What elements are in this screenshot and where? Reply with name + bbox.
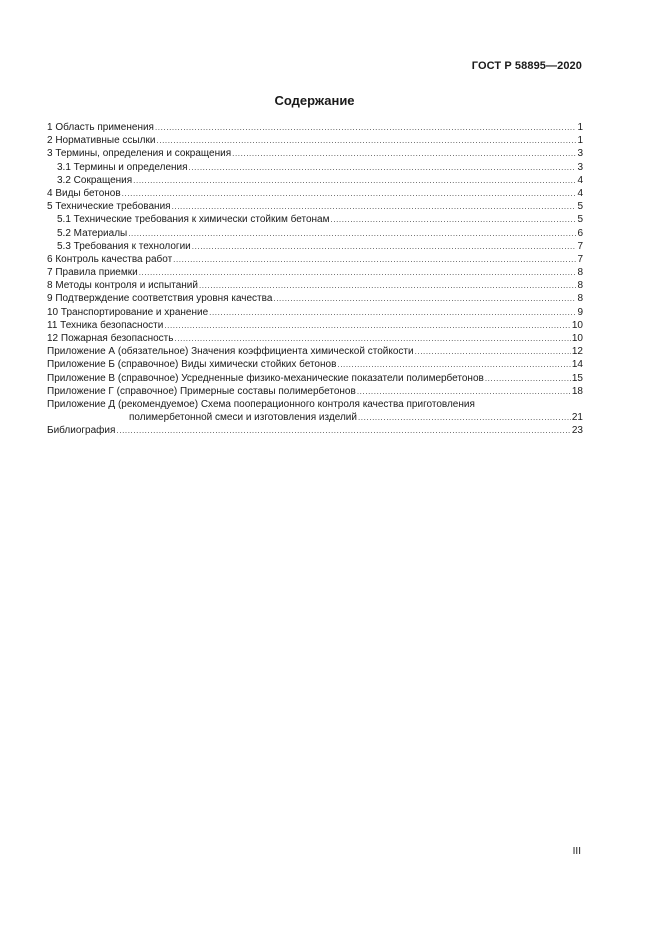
- toc-entry[interactable]: [47, 134, 583, 147]
- toc-dot-leader: [358, 411, 571, 424]
- toc-entry[interactable]: [47, 306, 583, 319]
- toc-dot-leader: [330, 213, 576, 226]
- toc-entry-page: 3: [577, 161, 583, 173]
- toc-entry-label: Приложение Б (справочное) Виды химически стойких бетонов: [47, 359, 337, 371]
- toc-dot-leader: [357, 385, 571, 398]
- toc-entry-page: 23: [571, 425, 583, 437]
- toc-entry[interactable]: [47, 200, 583, 213]
- toc-entry[interactable]: [47, 345, 583, 358]
- toc-entry-page: 6: [577, 227, 583, 239]
- toc-entry-label: полимербетонной смеси и изготовления изделий: [129, 412, 357, 424]
- toc-entry-label: 7 Правила приемки: [47, 267, 138, 279]
- page-number: III: [572, 846, 581, 857]
- toc-entry[interactable]: [47, 424, 583, 437]
- toc-entry[interactable]: [47, 174, 583, 187]
- toc-dot-leader: [164, 319, 571, 332]
- toc-entry[interactable]: [47, 147, 583, 160]
- toc-entry-label: 10 Транспортирование и хранение: [47, 306, 209, 318]
- toc-entry-label: 5 Технические требования: [47, 201, 171, 213]
- toc-entry-label: 1 Область применения: [47, 122, 154, 133]
- toc-entry-page: 1: [577, 122, 583, 133]
- toc-entry-label: Приложение Д (рекомендуемое) Схема пооперационного контроля качества приготовления: [47, 398, 475, 410]
- toc-entry[interactable]: [47, 279, 583, 292]
- toc-entry-page: 1: [577, 135, 583, 147]
- toc-dot-leader: [133, 174, 576, 187]
- toc-entry-label: 3.2 Сокращения: [57, 174, 133, 186]
- toc-entry-label: 8 Методы контроля и испытаний: [47, 280, 198, 292]
- toc-dot-leader: [155, 121, 576, 134]
- toc-entry[interactable]: [47, 227, 583, 240]
- toc-dot-leader: [173, 253, 576, 266]
- toc-entry-page: 18: [571, 385, 583, 397]
- toc-entry-label: 11 Техника безопасности: [47, 319, 164, 331]
- toc-entry-label: Приложение А (обязательное) Значения коэффициента химической стойкости: [47, 346, 414, 358]
- toc-entry-page: 5: [577, 214, 583, 226]
- toc-entry-page: 4: [577, 187, 583, 199]
- toc-entry[interactable]: [47, 161, 583, 174]
- toc-entry-label: 5.1 Технические требования к химически стойким бетонам: [57, 214, 330, 226]
- toc-dot-leader: [273, 292, 576, 305]
- toc-entry[interactable]: [47, 121, 583, 134]
- toc-entry-label: 9 Подтверждение соответствия уровня качества: [47, 293, 273, 305]
- toc-entry[interactable]: [47, 411, 583, 424]
- toc-entry[interactable]: [47, 266, 583, 279]
- toc-entry-page: 5: [577, 201, 583, 213]
- toc-entry[interactable]: [47, 213, 583, 226]
- toc-entry-label: 5.3 Требования к технологии: [57, 240, 191, 252]
- toc-dot-leader: [232, 147, 576, 160]
- toc-entry-page: 8: [577, 267, 583, 279]
- toc-dot-leader: [337, 358, 570, 371]
- toc-entry-page: 7: [577, 240, 583, 252]
- toc-dot-leader: [172, 200, 577, 213]
- toc-entry-page: 3: [577, 148, 583, 160]
- document-code: ГОСТ Р 58895—2020: [471, 60, 582, 72]
- toc-entry-label: 2 Нормативные ссылки: [47, 135, 156, 147]
- toc-entry[interactable]: [47, 187, 583, 200]
- toc-dot-leader: [199, 279, 576, 292]
- toc-entry-page: 14: [571, 359, 583, 371]
- toc-entry-page: 8: [577, 293, 583, 305]
- toc-dot-leader: [122, 187, 577, 200]
- toc-entry-page: 10: [571, 319, 583, 331]
- toc-entry-label: 5.2 Материалы: [57, 227, 128, 239]
- toc-entry-label: 12 Пожарная безопасность: [47, 333, 174, 344]
- toc-dot-leader: [192, 240, 577, 253]
- toc-entry-page: 15: [571, 372, 583, 384]
- toc-entry[interactable]: [47, 398, 583, 411]
- toc-entry-page: 8: [577, 280, 583, 292]
- toc-entry-label: 4 Виды бетонов: [47, 187, 121, 199]
- toc-entry-page: 4: [577, 174, 583, 186]
- toc-dot-leader: [485, 372, 571, 385]
- toc-entry[interactable]: [47, 385, 583, 398]
- toc-entry[interactable]: [47, 358, 583, 371]
- toc-dot-leader: [128, 227, 576, 240]
- toc-dot-leader: [189, 161, 577, 174]
- toc-entry-label: Библиография: [47, 425, 116, 437]
- page-title: Содержание: [274, 93, 355, 108]
- toc-dot-leader: [139, 266, 577, 279]
- toc-entry-page: 7: [577, 253, 583, 265]
- toc-entry[interactable]: [47, 372, 583, 385]
- toc-entry[interactable]: [47, 253, 583, 266]
- toc-entry-page: 12: [571, 346, 583, 358]
- toc-entry[interactable]: [47, 292, 583, 305]
- toc-dot-leader: [156, 134, 576, 147]
- toc-dot-leader: [116, 424, 570, 437]
- toc-dot-leader: [415, 345, 571, 358]
- toc-entry-label: Приложение Г (справочное) Примерные составы полимербетонов: [47, 385, 356, 397]
- toc-dot-leader: [209, 306, 576, 319]
- toc-entry-label: 6 Контроль качества работ: [47, 253, 173, 265]
- table-of-contents: [47, 121, 583, 438]
- toc-entry-page: 10: [571, 333, 583, 344]
- toc-entry[interactable]: [47, 240, 583, 253]
- toc-entry-page: 9: [577, 306, 583, 318]
- toc-entry-label: 3 Термины, определения и сокращения: [47, 148, 232, 160]
- toc-entry[interactable]: [47, 332, 583, 345]
- toc-entry-page: 21: [571, 412, 583, 424]
- toc-entry-label: Приложение В (справочное) Усредненные физико-механические показатели полимербетонов: [47, 372, 484, 384]
- toc-entry-label: 3.1 Термины и определения: [57, 161, 188, 173]
- toc-entry[interactable]: [47, 319, 583, 332]
- toc-dot-leader: [174, 332, 570, 345]
